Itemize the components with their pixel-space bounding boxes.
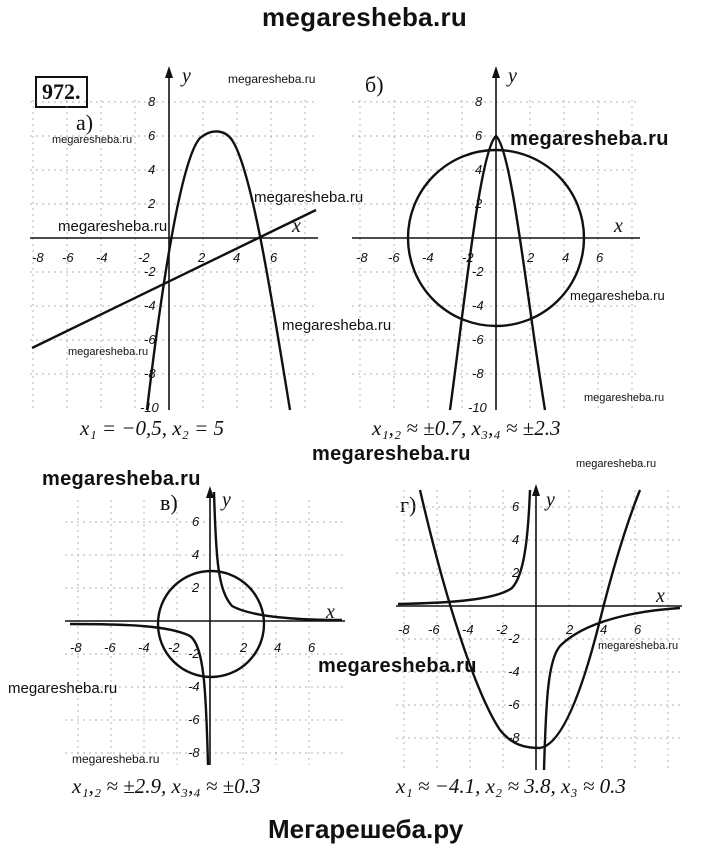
svg-text:-2: -2 xyxy=(144,264,156,279)
svg-text:-4: -4 xyxy=(472,298,484,313)
svg-text:-6: -6 xyxy=(388,250,400,265)
svg-text:-8: -8 xyxy=(508,730,520,745)
svg-text:-6: -6 xyxy=(104,640,116,655)
svg-text:-4: -4 xyxy=(508,664,520,679)
svg-text:-2: -2 xyxy=(138,250,150,265)
svg-text:-6: -6 xyxy=(144,332,156,347)
svg-text:-8: -8 xyxy=(70,640,82,655)
svg-text:-4: -4 xyxy=(462,622,474,637)
watermark: megaresheba.ru xyxy=(570,288,665,303)
watermark: megaresheba.ru xyxy=(318,655,477,677)
svg-text:-2: -2 xyxy=(168,640,180,655)
svg-text:2: 2 xyxy=(198,250,206,265)
label-a: а) xyxy=(76,110,94,135)
svg-text:2: 2 xyxy=(512,565,520,580)
svg-text:2: 2 xyxy=(148,196,156,211)
answer-a: x₁ = −0,5, x₂ = 5 xyxy=(80,416,225,440)
label-d: г) xyxy=(400,492,417,517)
svg-text:-6: -6 xyxy=(62,250,74,265)
svg-text:-4: -4 xyxy=(422,250,434,265)
watermark: megaresheba.ru xyxy=(576,458,657,470)
svg-text:6: 6 xyxy=(308,640,316,655)
svg-text:-8: -8 xyxy=(356,250,368,265)
svg-text:2: 2 xyxy=(192,580,200,595)
footer-title: Мегарешеба.ру xyxy=(268,814,464,844)
watermark: megaresheba.ru xyxy=(598,640,679,652)
svg-text:6: 6 xyxy=(475,128,483,143)
svg-text:-2: -2 xyxy=(508,631,520,646)
svg-text:6: 6 xyxy=(634,622,642,637)
graph-d-x-ticks xyxy=(398,622,642,637)
watermark: megaresheba.ru xyxy=(584,392,665,404)
graph-b-x-label: x xyxy=(614,215,623,237)
label-c: в) xyxy=(160,490,178,515)
graph-d-x-label: x xyxy=(656,585,665,607)
svg-text:8: 8 xyxy=(148,94,156,109)
svg-text:-6: -6 xyxy=(472,332,484,347)
graph-d-y-arrow-icon xyxy=(532,484,540,496)
answer-c: x₁,₂ ≈ ±2.9, x₃,₄ ≈ ±0.3 xyxy=(72,774,261,798)
svg-text:-2: -2 xyxy=(188,646,200,661)
svg-text:-8: -8 xyxy=(144,366,156,381)
svg-text:-2: -2 xyxy=(472,264,484,279)
label-b: б) xyxy=(365,72,384,97)
answer-b: x₁,₂ ≈ ±0.7, x₃,₄ ≈ ±2.3 xyxy=(372,416,561,440)
svg-text:-10: -10 xyxy=(468,400,487,415)
graph-d-y-ticks xyxy=(508,499,520,745)
header-title: megaresheba.ru xyxy=(262,2,468,32)
svg-text:2: 2 xyxy=(566,622,574,637)
svg-text:-8: -8 xyxy=(188,745,200,760)
watermark: megaresheba.ru xyxy=(312,443,471,465)
watermark: megaresheba.ru xyxy=(510,128,669,150)
svg-text:-4: -4 xyxy=(138,640,150,655)
svg-text:-10: -10 xyxy=(140,400,159,415)
svg-text:6: 6 xyxy=(148,128,156,143)
svg-text:4: 4 xyxy=(233,250,241,265)
watermark: megaresheba.ru xyxy=(58,218,168,235)
svg-text:4: 4 xyxy=(512,532,520,547)
svg-text:4: 4 xyxy=(562,250,570,265)
svg-text:2: 2 xyxy=(527,250,535,265)
svg-text:4: 4 xyxy=(600,622,608,637)
graph-a-x-label: x xyxy=(292,215,301,237)
svg-text:2: 2 xyxy=(240,640,248,655)
svg-text:4: 4 xyxy=(274,640,282,655)
svg-text:-2: -2 xyxy=(462,250,474,265)
graph-b-y-label: y xyxy=(508,65,517,87)
watermark: megaresheba.ru xyxy=(72,752,160,766)
svg-text:-2: -2 xyxy=(496,622,508,637)
graph-d-y-label: y xyxy=(546,489,555,511)
watermark: megaresheba.ru xyxy=(282,317,392,334)
svg-text:6: 6 xyxy=(512,499,520,514)
svg-text:2: 2 xyxy=(475,196,483,211)
graph-d-hyperbola-right xyxy=(544,608,680,770)
svg-text:-4: -4 xyxy=(144,298,156,313)
svg-text:-8: -8 xyxy=(472,366,484,381)
svg-text:-4: -4 xyxy=(188,679,200,694)
svg-text:-8: -8 xyxy=(398,622,410,637)
watermark: megaresheba.ru xyxy=(254,189,364,206)
graph-a-y-label: y xyxy=(182,65,191,87)
svg-text:6: 6 xyxy=(270,250,278,265)
svg-text:-6: -6 xyxy=(188,712,200,727)
svg-text:6: 6 xyxy=(596,250,604,265)
svg-text:4: 4 xyxy=(475,162,483,177)
watermark: megaresheba.ru xyxy=(42,468,201,490)
problem-number: 972. xyxy=(35,76,88,108)
svg-text:6: 6 xyxy=(192,514,200,529)
svg-text:-6: -6 xyxy=(428,622,440,637)
svg-text:8: 8 xyxy=(475,94,483,109)
svg-text:4: 4 xyxy=(148,162,156,177)
svg-text:-8: -8 xyxy=(32,250,44,265)
watermark: megaresheba.ru xyxy=(228,72,316,86)
watermark: megaresheba.ru xyxy=(68,346,149,358)
graph-c-y-label: y xyxy=(222,489,231,511)
svg-text:-4: -4 xyxy=(96,250,108,265)
graph-c-x-label: x xyxy=(326,601,335,623)
svg-text:4: 4 xyxy=(192,547,200,562)
answer-d: x₁ ≈ −4.1, x₂ ≈ 3.8, x₃ ≈ 0.3 xyxy=(396,774,626,798)
watermark: megaresheba.ru xyxy=(8,680,118,697)
watermark: megaresheba.ru xyxy=(52,134,133,146)
svg-text:-6: -6 xyxy=(508,697,520,712)
